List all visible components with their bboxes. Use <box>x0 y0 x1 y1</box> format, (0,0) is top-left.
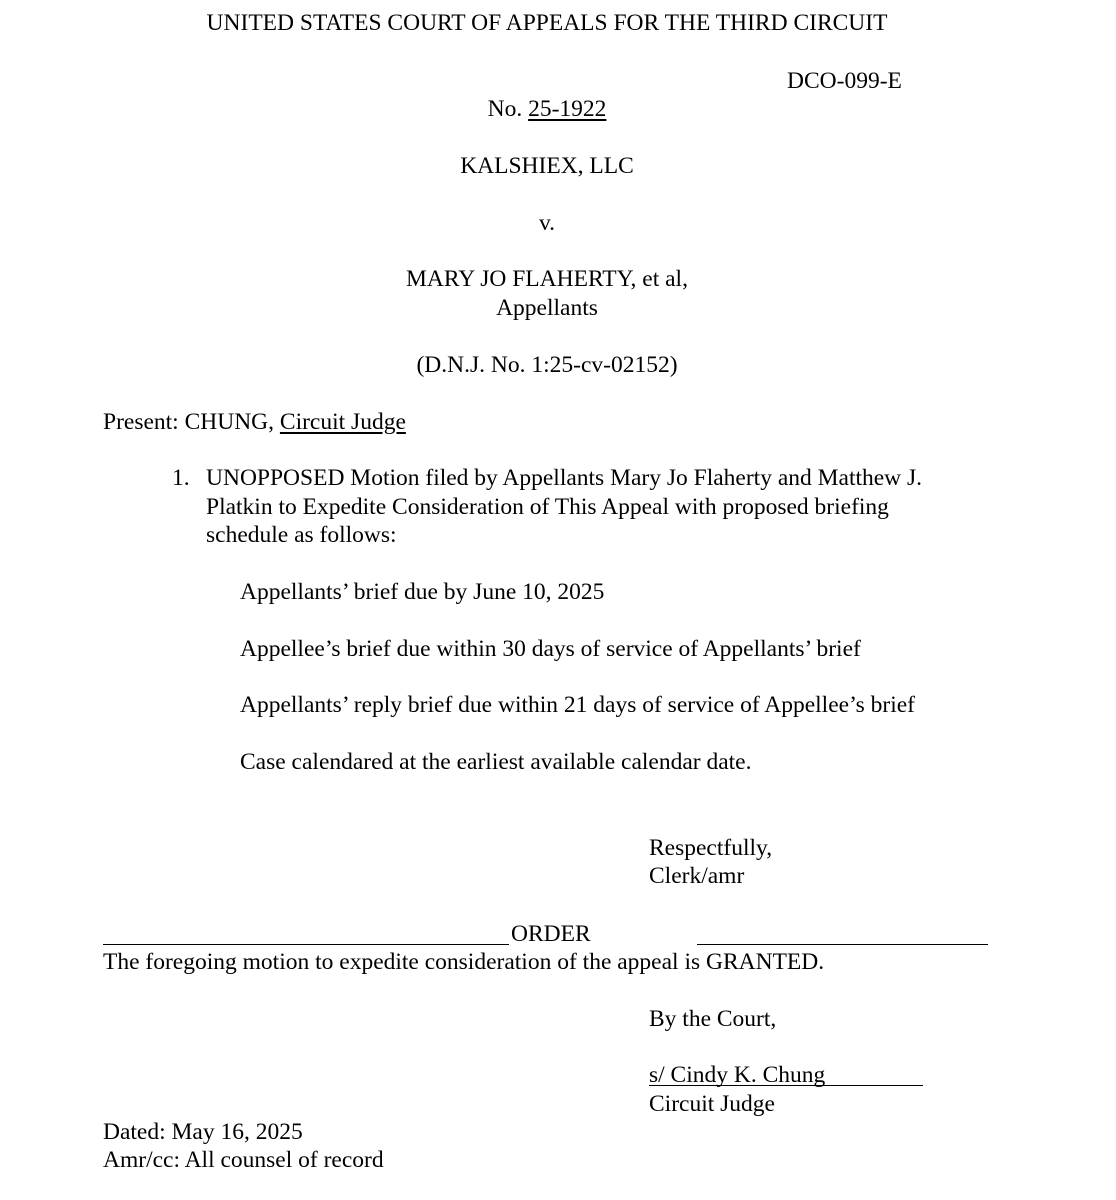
motion-text-line-1: UNOPPOSED Motion filed by Appellants Mary Jo Flaherty and Matthew J. <box>206 465 923 491</box>
clerk-closing: Respectfully, <box>649 835 773 861</box>
schedule-item-4: Case calendared at the earliest available calendar date. <box>240 749 752 775</box>
signer-title: Circuit Judge <box>649 1091 775 1117</box>
court-name: UNITED STATES COURT OF APPEALS FOR THE THIRD CIRCUIT <box>206 10 888 36</box>
order-heading-text: ORDER <box>511 921 591 947</box>
judge-signature: s/ Cindy K. Chung <box>649 1062 826 1088</box>
dated-line: Dated: May 16, 2025 <box>103 1119 303 1145</box>
appellants-name: MARY JO FLAHERTY, et al, <box>406 266 688 292</box>
appellee-name: KALSHIEX, LLC <box>460 153 634 179</box>
district-case-number: (D.N.J. No. 1:25-cv-02152) <box>416 352 678 378</box>
signature-underline <box>649 1085 923 1086</box>
present-title: Circuit Judge <box>279 409 406 435</box>
motion-text-line-2: Platkin to Expedite Consideration of This Appeal with proposed briefing <box>206 494 889 520</box>
by-the-court: By the Court, <box>649 1006 777 1032</box>
present-prefix: Present: CHUNG, <box>103 409 275 435</box>
cc-line: Amr/cc: All counsel of record <box>103 1147 384 1173</box>
motion-number: 1. <box>172 465 190 491</box>
versus: v. <box>538 210 556 236</box>
motion-text-line-3: schedule as follows: <box>206 522 397 548</box>
clerk-name: Clerk/amr <box>649 863 745 889</box>
order-text: The foregoing motion to expedite consideration of the appeal is GRANTED. <box>103 949 825 975</box>
case-number-value: 25-1922 <box>528 96 607 122</box>
schedule-item-2: Appellee’s brief due within 30 days of service of Appellants’ brief <box>240 636 861 662</box>
schedule-item-1: Appellants’ brief due by June 10, 2025 <box>240 579 605 605</box>
case-number-prefix: No. <box>487 96 523 122</box>
appellants-role: Appellants <box>496 295 598 321</box>
order-rule-right <box>697 944 988 945</box>
schedule-item-3: Appellants’ reply brief due within 21 days of service of Appellee’s brief <box>240 692 915 718</box>
order-heading <box>103 919 988 949</box>
case-number <box>0 98 1094 122</box>
present-line <box>103 411 406 435</box>
order-rule-left <box>103 944 509 945</box>
document-code: DCO-099-E <box>787 68 902 94</box>
